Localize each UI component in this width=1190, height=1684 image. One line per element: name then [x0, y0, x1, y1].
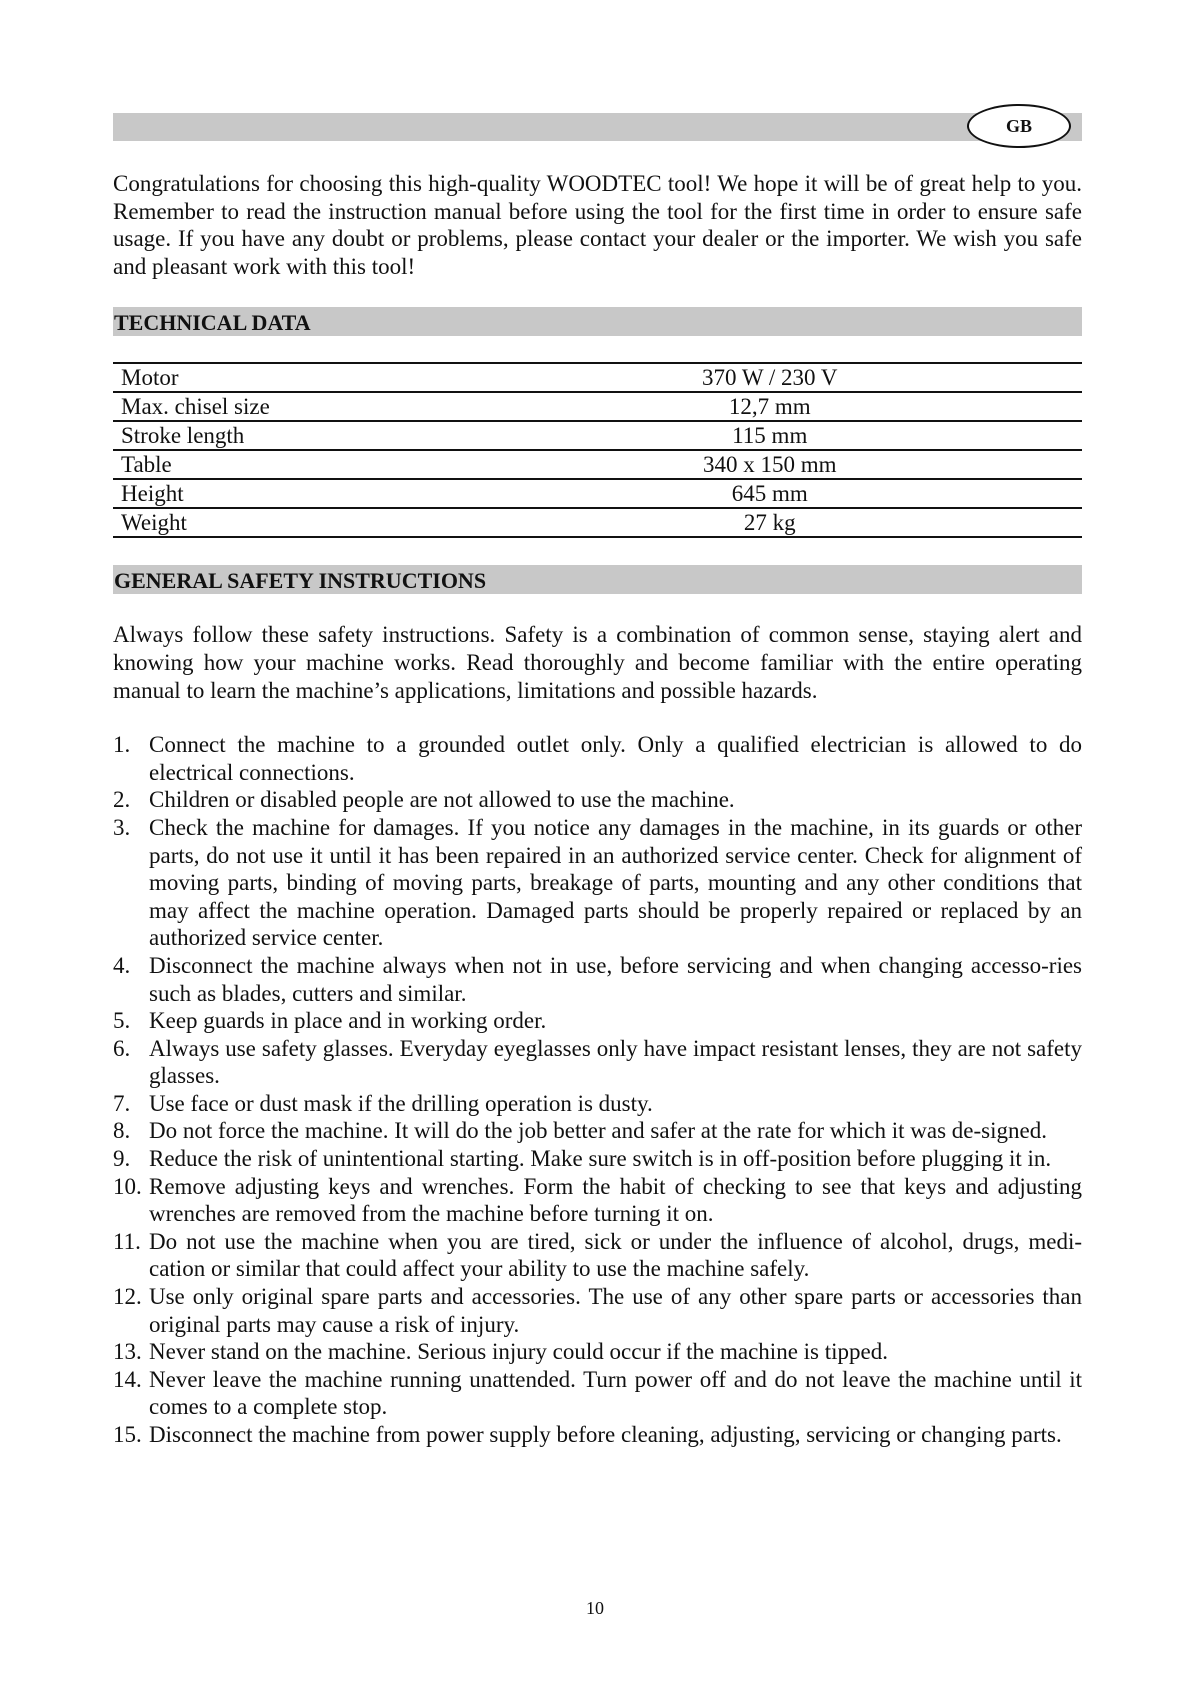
list-item-text: Always use safety glasses. Everyday eyeglasses only have impact resistant lenses, they are not safety glasses.: [149, 1035, 1082, 1089]
list-item: [113, 1035, 1082, 1090]
spec-value: 115 mm: [598, 421, 1083, 450]
list-item-number: 1.: [113, 732, 131, 758]
spec-value: 340 x 150 mm: [598, 450, 1083, 479]
list-item: [113, 1338, 1082, 1366]
list-item: [113, 786, 1082, 814]
list-item: [113, 814, 1082, 952]
list-item-number: 10.: [113, 1173, 142, 1199]
intro-paragraph: Congratulations for choosing this high-quality WOODTEC tool! We hope it will be of great help to you. Remember to read the instruction manual before using the tool for the first time in order to ensure safe usage. If you have any doubt or problems, please contact your dealer or the importer. We wish you safe and pleasant work with this tool!: [113, 171, 1082, 279]
list-item-number: 4.: [113, 952, 131, 978]
spec-value: 27 kg: [598, 508, 1083, 537]
list-item: [113, 1228, 1082, 1283]
spec-value: 12,7 mm: [598, 392, 1083, 421]
spec-label: Motor: [113, 363, 598, 392]
spec-label: Table: [113, 450, 598, 479]
list-item-text: Check the machine for damages. If you notice any damages in the machine, in its guards or other parts, do not use it until it has been repaired in an authorized service center. Check for alignment of moving parts, binding of moving parts, breakage of parts, mounting and any other conditions that may affect the machine operation. Damaged parts should be properly repaired or replaced by an authorized service center.: [149, 814, 1082, 951]
spec-label: Stroke length: [113, 421, 598, 450]
safety-heading: GENERAL SAFETY INSTRUCTIONS: [113, 565, 1082, 594]
list-item: [113, 1145, 1082, 1173]
table-row: [113, 363, 1082, 392]
page-content: [113, 170, 1082, 1449]
spec-value: 645 mm: [598, 479, 1083, 508]
table-row: [113, 508, 1082, 537]
list-item-number: 3.: [113, 814, 131, 840]
list-item-text: Disconnect the machine from power supply before cleaning, adjusting, servicing or changing parts.: [149, 1422, 1062, 1447]
list-item-number: 12.: [113, 1284, 142, 1310]
header-bar: [113, 113, 1082, 141]
list-item-text: Do not use the machine when you are tired, sick or under the influence of alcohol, drugs, medi-cation or similar that could affect your ability to use the machine safely.: [149, 1228, 1082, 1282]
list-item: [113, 1366, 1082, 1421]
list-item-text: Remove adjusting keys and wrenches. Form the habit of checking to see that keys and adjusting wrenches are removed from the machine before turning it on.: [149, 1173, 1082, 1227]
list-item-number: 9.: [113, 1146, 131, 1172]
list-item-text: Use face or dust mask if the drilling operation is dusty.: [149, 1090, 653, 1116]
spec-label: Height: [113, 479, 598, 508]
list-item: [113, 1283, 1082, 1338]
page-number: 10: [586, 1598, 604, 1618]
list-item: [113, 731, 1082, 786]
list-item: [113, 1090, 1082, 1118]
list-item-number: 7.: [113, 1090, 131, 1116]
safety-intro-paragraph: Always follow these safety instructions. Safety is a combination of common sense, staying alert and knowing how your machine works. Read thoroughly and become familiar with the entire operating manual to learn the machine’s applications, limitations and possible hazards.: [113, 622, 1082, 703]
table-row: [113, 392, 1082, 421]
list-item-number: 14.: [113, 1366, 142, 1392]
table-row: [113, 421, 1082, 450]
list-item: [113, 952, 1082, 1007]
spec-label: Max. chisel size: [113, 392, 598, 421]
table-row: [113, 450, 1082, 479]
list-item-text: Connect the machine to a grounded outlet only. Only a qualified electrician is allowed to do electrical connections.: [149, 732, 1082, 785]
list-item-text: Children or disabled people are not allowed to use the machine.: [149, 787, 735, 813]
list-item-number: 8.: [113, 1118, 131, 1144]
list-item-number: 6.: [113, 1035, 131, 1061]
technical-data-heading: TECHNICAL DATA: [113, 307, 1082, 336]
list-item-text: Disconnect the machine always when not in use, before servicing and when changing accesso-ries such as blades, cutters and similar.: [149, 952, 1082, 1006]
list-item: [113, 1173, 1082, 1228]
list-item-text: Use only original spare parts and accessories. The use of any other spare parts or accessories than original parts may cause a risk of injury.: [149, 1284, 1082, 1337]
list-item: [113, 1117, 1082, 1145]
spec-value: 370 W / 230 V: [598, 363, 1083, 392]
technical-data-table: [113, 362, 1082, 538]
list-item-number: 11.: [113, 1228, 141, 1254]
list-item-text: Reduce the risk of unintentional starting. Make sure switch is in off-position before plugging it in.: [149, 1146, 1052, 1172]
list-item-text: Never stand on the machine. Serious injury could occur if the machine is tipped.: [149, 1339, 888, 1365]
list-item-text: Do not force the machine. It will do the job better and safer at the rate for which it was de-signed.: [149, 1118, 1047, 1144]
list-item-number: 5.: [113, 1008, 131, 1034]
spec-label: Weight: [113, 508, 598, 537]
list-item: [113, 1421, 1082, 1449]
safety-instructions-list: [113, 731, 1082, 1448]
table-row: [113, 479, 1082, 508]
list-item: [113, 1007, 1082, 1035]
language-badge: GB: [967, 104, 1071, 148]
list-item-text: Never leave the machine running unattended. Turn power off and do not leave the machine until it comes to a complete stop.: [149, 1366, 1082, 1420]
list-item-text: Keep guards in place and in working order.: [149, 1008, 547, 1034]
list-item-number: 2.: [113, 787, 131, 813]
list-item-number: 13.: [113, 1339, 142, 1365]
list-item-number: 15.: [113, 1422, 142, 1447]
